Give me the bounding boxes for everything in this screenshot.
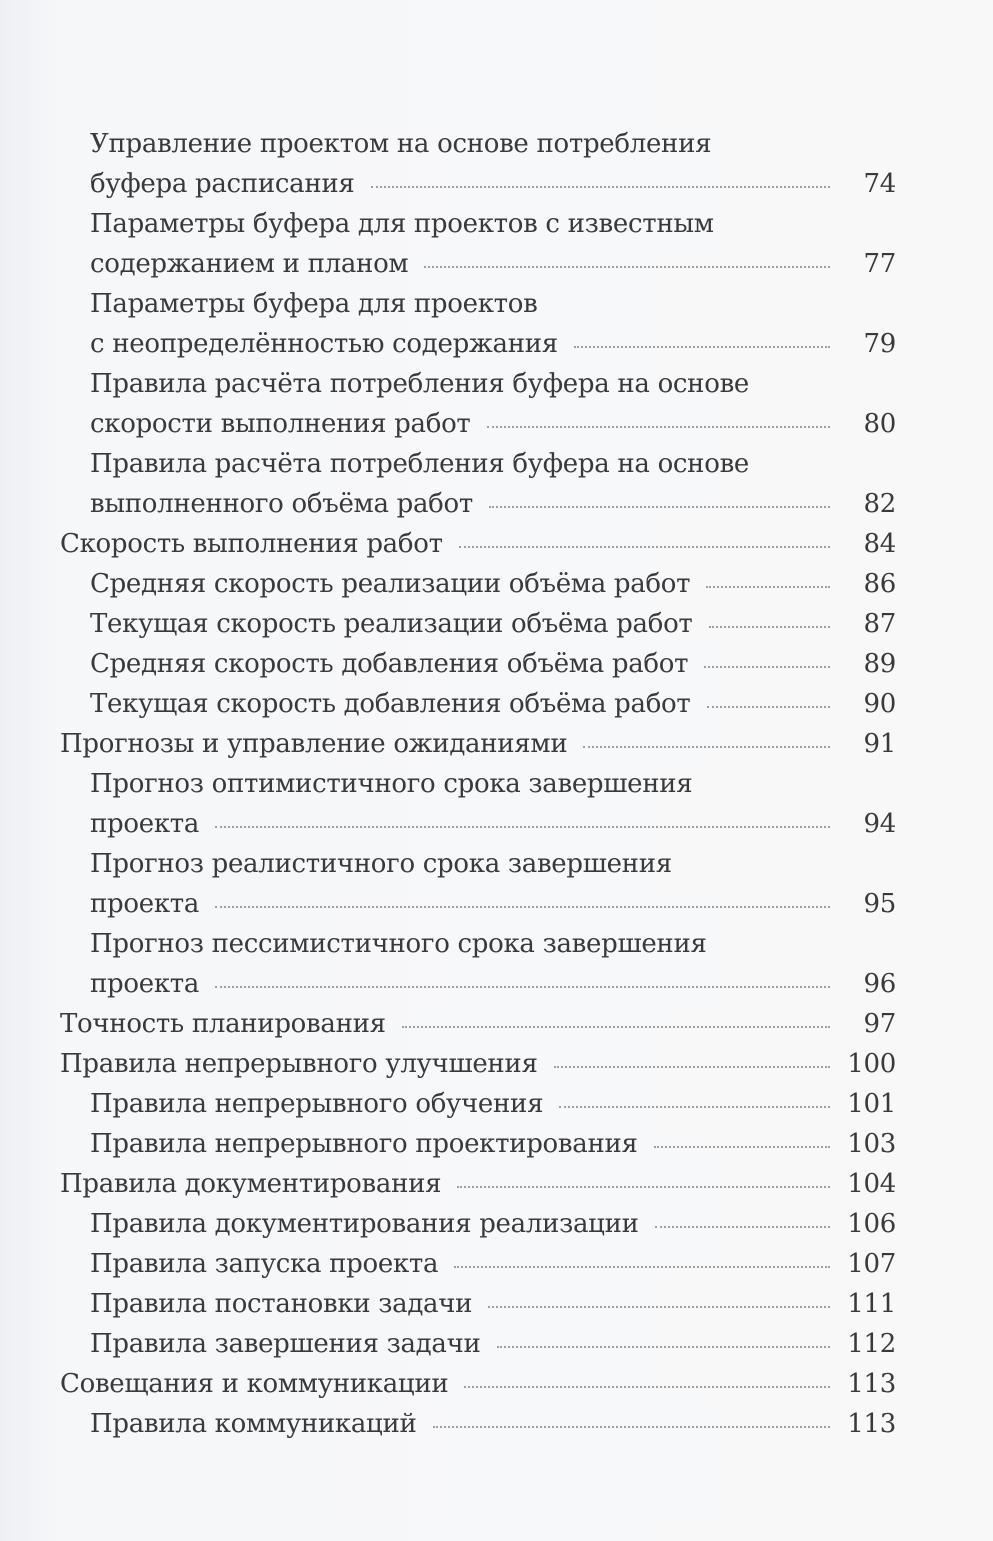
- toc-entry-title-line: Правила расчёта потребления буфера на основе: [90, 449, 749, 479]
- toc-entry[interactable]: [60, 844, 896, 924]
- dot-leader: [489, 505, 830, 508]
- toc-entry-title-line: Правила документирования реализации: [90, 1209, 639, 1239]
- toc-entry[interactable]: [60, 444, 896, 524]
- table-of-contents: [60, 124, 896, 1444]
- dot-leader: [554, 1065, 830, 1068]
- toc-entry[interactable]: [60, 1164, 896, 1204]
- toc-entry-title-line: Прогноз пессимистичного срока завершения: [90, 929, 707, 959]
- toc-entry-title-line: Средняя скорость реализации объёма работ: [90, 569, 691, 599]
- dot-leader: [459, 545, 830, 548]
- toc-entry-title-line: Совещания и коммуникации: [60, 1369, 449, 1399]
- toc-entry-title-line: Точность планирования: [60, 1009, 386, 1039]
- toc-entry-title-line: буфера расписания: [90, 169, 355, 199]
- toc-page-number: 94: [863, 809, 896, 839]
- toc-entry[interactable]: [60, 1284, 896, 1324]
- toc-entry-title-line: выполненного объёма работ: [90, 489, 473, 519]
- toc-page-number: 80: [863, 409, 896, 439]
- dot-leader: [707, 705, 831, 708]
- toc-entry-title-line: проекта: [90, 809, 200, 839]
- toc-page-number: 95: [863, 889, 896, 919]
- toc-entry-title-line: Прогноз реалистичного срока завершения: [90, 849, 672, 879]
- toc-entry[interactable]: [60, 364, 896, 444]
- toc-entry[interactable]: [60, 564, 896, 604]
- toc-entry[interactable]: [60, 1084, 896, 1124]
- dot-leader: [464, 1385, 830, 1388]
- toc-entry[interactable]: [60, 1044, 896, 1084]
- toc-entry-title-line: Правила коммуникаций: [90, 1409, 417, 1439]
- toc-entry[interactable]: [60, 604, 896, 644]
- toc-page-number: 79: [863, 329, 896, 359]
- toc-entry[interactable]: [60, 644, 896, 684]
- dot-leader: [654, 1145, 830, 1148]
- toc-entry-title-line: Средняя скорость добавления объёма работ: [90, 649, 689, 679]
- toc-entry-title-line: содержанием и планом: [90, 249, 409, 279]
- toc-page-number: 84: [863, 529, 896, 559]
- dot-leader: [488, 1305, 830, 1308]
- dot-leader: [433, 1425, 830, 1428]
- toc-entry[interactable]: [60, 1404, 896, 1444]
- toc-page-number: 103: [847, 1129, 896, 1159]
- toc-page-number: 112: [847, 1329, 896, 1359]
- dot-leader: [709, 625, 830, 628]
- toc-entry-title-line: Прогноз оптимистичного срока завершения: [90, 769, 693, 799]
- toc-page-number: 104: [847, 1169, 896, 1199]
- toc-entry[interactable]: [60, 1364, 896, 1404]
- toc-page-number: 89: [863, 649, 896, 679]
- toc-entry[interactable]: [60, 1324, 896, 1364]
- toc-page-number: 82: [863, 489, 896, 519]
- toc-page-number: 97: [863, 1009, 896, 1039]
- dot-leader: [704, 665, 830, 668]
- dot-leader: [215, 905, 830, 908]
- dot-leader: [215, 985, 830, 988]
- dot-leader: [497, 1345, 830, 1348]
- toc-entry-title-line: проекта: [90, 969, 200, 999]
- dot-leader: [574, 345, 830, 348]
- dot-leader: [706, 585, 830, 588]
- toc-entry[interactable]: [60, 924, 896, 1004]
- toc-entry-title-line: Правила непрерывного обучения: [90, 1089, 544, 1119]
- toc-entry-title-line: Прогнозы и управление ожиданиями: [60, 729, 568, 759]
- toc-entry-title-line: Правила завершения задачи: [90, 1329, 481, 1359]
- toc-entry[interactable]: [60, 1204, 896, 1244]
- toc-page-number: 100: [847, 1049, 896, 1079]
- toc-entry[interactable]: [60, 724, 896, 764]
- dot-leader: [655, 1225, 830, 1228]
- dot-leader: [454, 1265, 830, 1268]
- toc-entry-title-line: Правила непрерывного улучшения: [60, 1049, 538, 1079]
- toc-entry-title-line: Управление проектом на основе потребления: [90, 129, 712, 159]
- toc-entry[interactable]: [60, 684, 896, 724]
- dot-leader: [215, 825, 830, 828]
- toc-page-number: 113: [847, 1409, 896, 1439]
- toc-page-number: 77: [863, 249, 896, 279]
- toc-page-number: 113: [847, 1369, 896, 1399]
- toc-page-number: 101: [847, 1089, 896, 1119]
- toc-page-number: 96: [863, 969, 896, 999]
- toc-entry-title-line: Правила расчёта потребления буфера на основе: [90, 369, 749, 399]
- toc-entry[interactable]: [60, 1124, 896, 1164]
- toc-page-number: 111: [847, 1289, 896, 1319]
- toc-page-number: 90: [863, 689, 896, 719]
- toc-page-number: 107: [847, 1249, 896, 1279]
- toc-page-number: 87: [863, 609, 896, 639]
- toc-entry-title-line: с неопределённостью содержания: [90, 329, 558, 359]
- dot-leader: [457, 1185, 830, 1188]
- toc-entry[interactable]: [60, 524, 896, 564]
- toc-page-number: 86: [863, 569, 896, 599]
- toc-entry-title-line: Скорость выполнения работ: [60, 529, 443, 559]
- toc-entry[interactable]: [60, 1004, 896, 1044]
- toc-page-number: 74: [863, 169, 896, 199]
- toc-page-number: 106: [847, 1209, 896, 1239]
- dot-leader: [371, 185, 831, 188]
- toc-entry[interactable]: [60, 1244, 896, 1284]
- dot-leader: [487, 425, 830, 428]
- toc-entry-title-line: Правила документирования: [60, 1169, 442, 1199]
- toc-entry[interactable]: [60, 284, 896, 364]
- toc-entry-title-line: Правила постановки задачи: [90, 1289, 473, 1319]
- toc-entry-title-line: проекта: [90, 889, 200, 919]
- toc-entry-title-line: Текущая скорость реализации объёма работ: [90, 609, 693, 639]
- toc-entry[interactable]: [60, 204, 896, 284]
- dot-leader: [424, 265, 830, 268]
- toc-entry-title-line: скорости выполнения работ: [90, 409, 471, 439]
- toc-entry-title-line: Параметры буфера для проектов с известным: [90, 209, 714, 239]
- toc-entry[interactable]: [60, 764, 896, 844]
- toc-entry-title-line: Правила непрерывного проектирования: [90, 1129, 638, 1159]
- toc-entry-title-line: Параметры буфера для проектов: [90, 289, 538, 319]
- toc-entry-title-line: Текущая скорость добавления объёма работ: [90, 689, 691, 719]
- dot-leader: [559, 1105, 830, 1108]
- toc-page-number: 91: [863, 729, 896, 759]
- toc-entry[interactable]: [60, 124, 896, 204]
- dot-leader: [583, 745, 830, 748]
- dot-leader: [402, 1025, 830, 1028]
- toc-entry-title-line: Правила запуска проекта: [90, 1249, 439, 1279]
